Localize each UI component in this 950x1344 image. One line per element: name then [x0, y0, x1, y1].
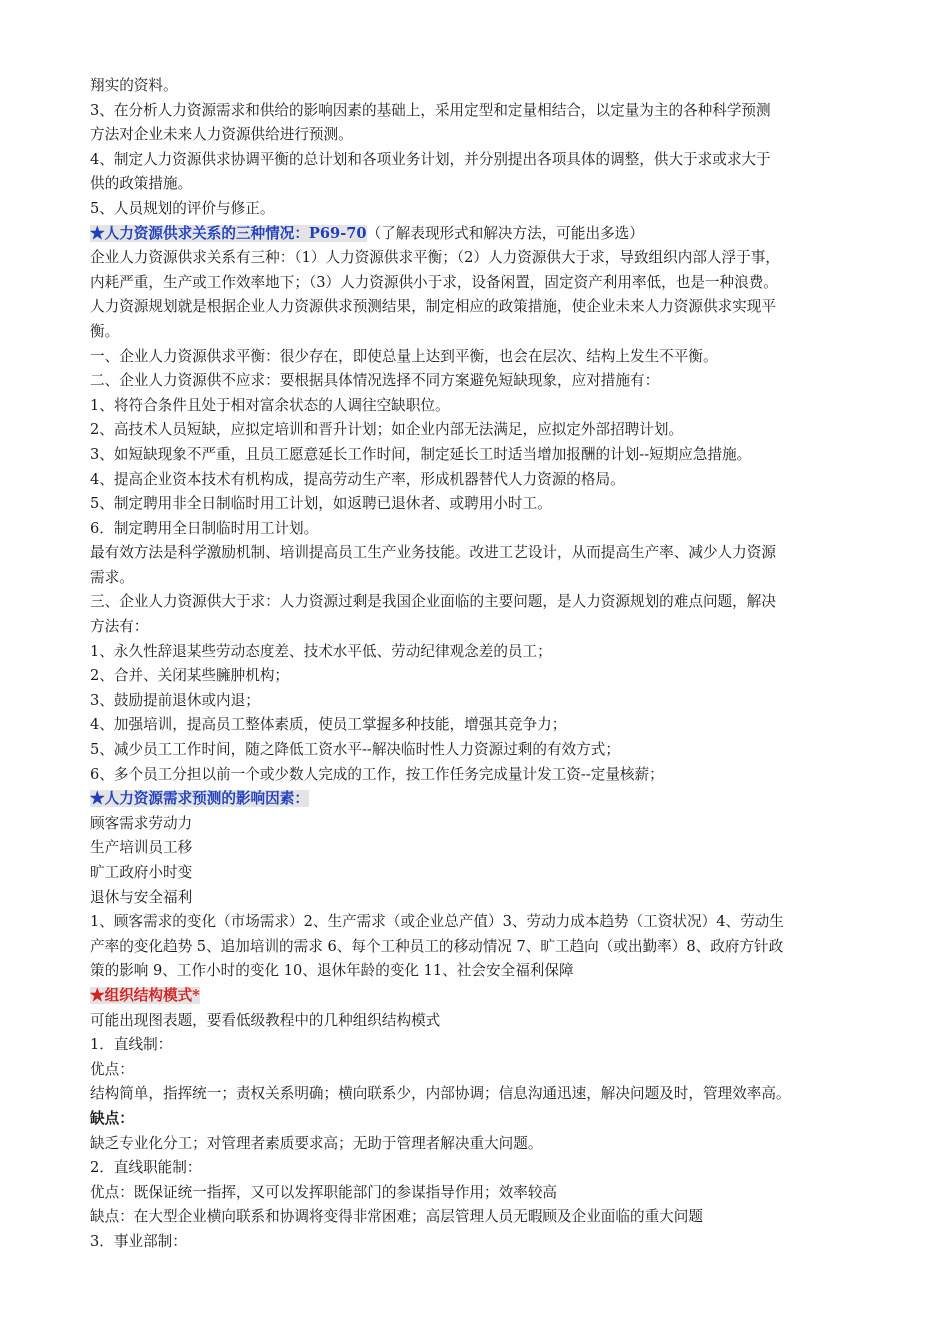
text-line: 顾客需求劳动力 — [90, 814, 193, 832]
text-line: 优点：既保证统一指挥，又可以发挥职能部门的参谋指导作用；效率较高 — [90, 1183, 558, 1201]
text-line: 6．制定聘用全日制临时用工计划。 — [90, 519, 319, 537]
text-line: 1、永久性辞退某些劳动态度差、技术水平低、劳动纪律观念差的员工； — [90, 642, 552, 660]
text-line: 优点： — [90, 1060, 134, 1078]
bold-label: 缺点： — [90, 1109, 134, 1127]
text-line: 方法对企业未来人力资源供给进行预测。 — [90, 126, 353, 144]
text-line: 需求。 — [90, 568, 134, 586]
text-line: 1、顾客需求的变化（市场需求）2、生产需求（或企业总产值）3、劳动力成本趋势（工资状况）4、劳动生 — [90, 913, 784, 931]
heading-title: ★人力资源需求预测的影响因素： — [90, 790, 309, 808]
heading-title: ★组织结构模式* — [90, 986, 200, 1004]
text-line: 产率的变化趋势 5、追加培训的需求 6、每个工种员工的移动情况 7、旷工趋向（或出勤率）8、政府方针政 — [90, 937, 784, 955]
text-line: 缺乏专业化分工；对管理者素质要求高；无助于管理者解决重大问题。 — [90, 1134, 543, 1152]
text-line: 5、减少员工工作时间，随之降低工资水平--解决临时性人力资源过剩的有效方式； — [90, 741, 620, 759]
text-line: 5、制定聘用非全日制临时用工计划，如返聘已退休者、或聘用小时工。 — [90, 495, 552, 513]
text-line: 可能出现图表题，要看低级教程中的几种组织结构模式 — [90, 1011, 441, 1029]
text-line: 内耗严重，生产或工作效率地下；（3）人力资源供小于求，设备闲置，固定资产利用率低，也是一种浪费。 — [90, 273, 778, 291]
text-line: 结构简单，指挥统一；责权关系明确；横向联系少，内部协调；信息沟通迅速，解决问题及时，管理效率高。 — [90, 1085, 791, 1103]
section-heading-supply-demand — [90, 222, 890, 247]
text-line: 翔实的资料。 — [90, 77, 178, 94]
text-line: 方法有： — [90, 618, 149, 636]
text-line: 策的影响 9、工作小时的变化 10、退休年龄的变化 11、社会安全福利保障 — [90, 962, 574, 980]
text-line: 二、企业人力资源供不应求：要根据具体情况选择不同方案避免短缺现象，应对措施有： — [90, 372, 660, 390]
text-line: 1．直线制： — [90, 1036, 173, 1054]
text-line: 衡。 — [90, 322, 120, 340]
text-line: 4、制定人力资源供求协调平衡的总计划和各项业务计划，并分别提出各项具体的调整，供大于求或求大于 — [90, 150, 771, 168]
text-line: 1、将符合条件且处于相对富余状态的人调往空缺职位。 — [90, 396, 450, 414]
heading-note: （了解表现形式和解决方法，可能出多选） — [366, 224, 644, 242]
text-line: 企业人力资源供求关系有三种：（1）人力资源供求平衡；（2）人力资源供大于求，导致组织内部人浮于事， — [90, 249, 780, 267]
text-line: 退休与安全福利 — [90, 888, 193, 906]
text-line: 3、鼓励提前退休或内退； — [90, 691, 260, 709]
section-heading-org-structure — [90, 984, 890, 1009]
section-heading-demand-factors — [90, 787, 890, 812]
text-line: 3、如短缺现象不严重，且员工愿意延长工作时间，制定延长工时适当增加报酬的计划--短期应急措施。 — [90, 445, 752, 463]
text-line: 一、企业人力资源供求平衡：很少存在，即使总量上达到平衡，也会在层次、结构上发生不平衡。 — [90, 347, 718, 365]
text-line: 5、人员规划的评价与修正。 — [90, 199, 275, 217]
text-line: 2．直线职能制： — [90, 1159, 202, 1177]
text-line: 2、合并、关闭某些臃肿机构； — [90, 667, 290, 685]
heading-title: ★人力资源供求关系的三种情况：P69-70 — [90, 224, 367, 242]
text-line: 生产培训员工移 — [90, 839, 193, 857]
text-line: 三、企业人力资源供大于求：人力资源过剩是我国企业面临的主要问题，是人力资源规划的难点问题，解决 — [90, 593, 776, 611]
text-line: 6、多个员工分担以前一个或少数人完成的工作，按工作任务完成量计发工资--定量核薪； — [90, 765, 664, 783]
text-line: 旷工政府小时变 — [90, 864, 193, 881]
text-line: 缺点：在大型企业横向联系和协调将变得非常困难；高层管理人员无暇顾及企业面临的重大问题 — [90, 1208, 703, 1226]
document-page — [90, 74, 890, 1255]
text-line: 2、高技术人员短缺，应拟定培训和晋升计划；如企业内部无法满足，应拟定外部招聘计划。 — [90, 421, 684, 439]
text-line: 供的政策措施。 — [90, 175, 193, 193]
text-line: 3．事业部制： — [90, 1232, 187, 1250]
text-line: 最有效方法是科学激励机制、培训提高员工生产业务技能。改进工艺设计，从而提高生产率、减少人力资源 — [90, 544, 776, 562]
text-line: 人力资源规划就是根据企业人力资源供求预测结果，制定相应的政策措施，使企业未来人力资源供求实现平 — [90, 298, 776, 316]
text-line: 4、加强培训，提高员工整体素质，使员工掌握多种技能，增强其竞争力； — [90, 716, 567, 734]
text-line: 4、提高企业资本技术有机构成，提高劳动生产率，形成机器替代人力资源的格局。 — [90, 470, 625, 488]
text-line: 3、在分析人力资源需求和供给的影响因素的基础上，采用定型和定量相结合，以定量为主的各种科学预测 — [90, 101, 771, 119]
